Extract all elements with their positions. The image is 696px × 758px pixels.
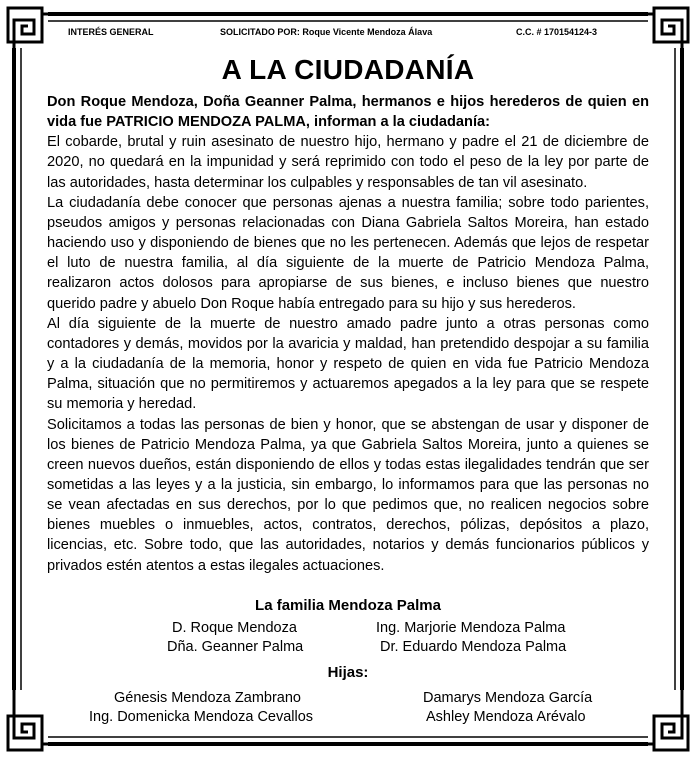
deceased-name: PATRICIO MENDOZA PALMA xyxy=(106,114,306,131)
header-id-number: C.C. # 170154124-3 xyxy=(516,27,598,37)
signer-name: Ing. Marjorie Mendoza Palma xyxy=(376,620,566,636)
signer-name: Dña. Geanner Palma xyxy=(167,639,304,655)
intro-text-end: , informan a la ciudadanía: xyxy=(305,114,490,131)
corner-ornament-bottom-left xyxy=(8,690,48,750)
daughter-name: Ashley Mendoza Arévalo xyxy=(426,709,586,725)
header-bar xyxy=(0,27,696,41)
signer-name: Dr. Eduardo Mendoza Palma xyxy=(380,639,567,655)
signer-name: D. Roque Mendoza xyxy=(172,620,297,636)
intro-text-start: Don Roque Mendoza, Doña Geanner Palma, hermanos e hijos herederos de quien en vida fue xyxy=(47,94,649,131)
daughter-name: Génesis Mendoza Zambrano xyxy=(114,690,301,706)
intro-paragraph xyxy=(47,92,649,132)
daughters-title: Hijas: xyxy=(327,664,369,681)
corner-ornament-bottom-right xyxy=(648,690,688,750)
document-body xyxy=(47,92,649,576)
paragraph-1: El cobarde, brutal y ruin asesinato de nuestro hijo, hermano y padre el 21 de diciembre de 2020, no quedará en la impunidad y será reprimido con todo el peso de la ley por parte de las autoridades, hasta determinar los culpables y responsables de tan vil asesinato. xyxy=(47,134,649,191)
paragraph-2: La ciudadanía debe conocer que personas ajenas a nuestra familia; sobre todo parientes, pseudos amigos y personas relacionadas con Diana Gabriela Saltos Moreira, han estado haciendo uso y disponiendo de bienes que no les pertenecen. Además que lejos de respetar el luto de nuestra familia, al día siguiente de la muerte de Patricio Mendoza Palma, realizaron actos dolosos para apropiarse de sus bienes, e incluso bienes que nuestro querido padre y abuelo Don Roque había entregado para su hijo y sus herederos. xyxy=(47,194,649,312)
page-title: A LA CIUDADANÍA xyxy=(221,54,475,85)
paragraph-3: Al día siguiente de la muerte de nuestro amado padre junto a otras personas como contadores y demás, movidos por la avaricia y maldad, han pretendido despojar a su familia y a la ciudadanía de la memoria, honor y respeto de quien en vida fue Patricio Mendoza Palma, situación que no permitiremos y actuaremos apegados a la ley para que se respete su memoria y heredad. xyxy=(47,315,649,413)
paragraph-4: Solicitamos a todas las personas de bien y honor, que se abstengan de usar y disponer de los bienes de Patricio Mendoza Palma, ya que Gabriela Saltos Moreira, junto a quienes se creen nuevos dueños, están disponiendo de ellos y todas estas ilegalidades tendrán que ser sometidas a las leyes y a la justicia, sin embargo, lo informamos para que las personas no se vean afectadas en sus derechos, por lo que pedimos que, no realicen negocios sobre bienes muebles o inmuebles, actos, contratos, derechos, pólizas, depósitos a plazo, licencias, etc. Sobre todo, que las autoridades, notarios y demás funcionarios públicos y privados estén atentos a estas ilegales actuaciones. xyxy=(47,416,649,574)
header-section-label: INTERÉS GENERAL xyxy=(68,27,154,37)
daughter-name: Damarys Mendoza García xyxy=(423,690,593,706)
header-requester: SOLICITADO POR: Roque Vicente Mendoza Álava xyxy=(220,27,433,37)
family-signature-title: La familia Mendoza Palma xyxy=(255,597,441,614)
daughter-name: Ing. Domenicka Mendoza Cevallos xyxy=(89,709,314,725)
